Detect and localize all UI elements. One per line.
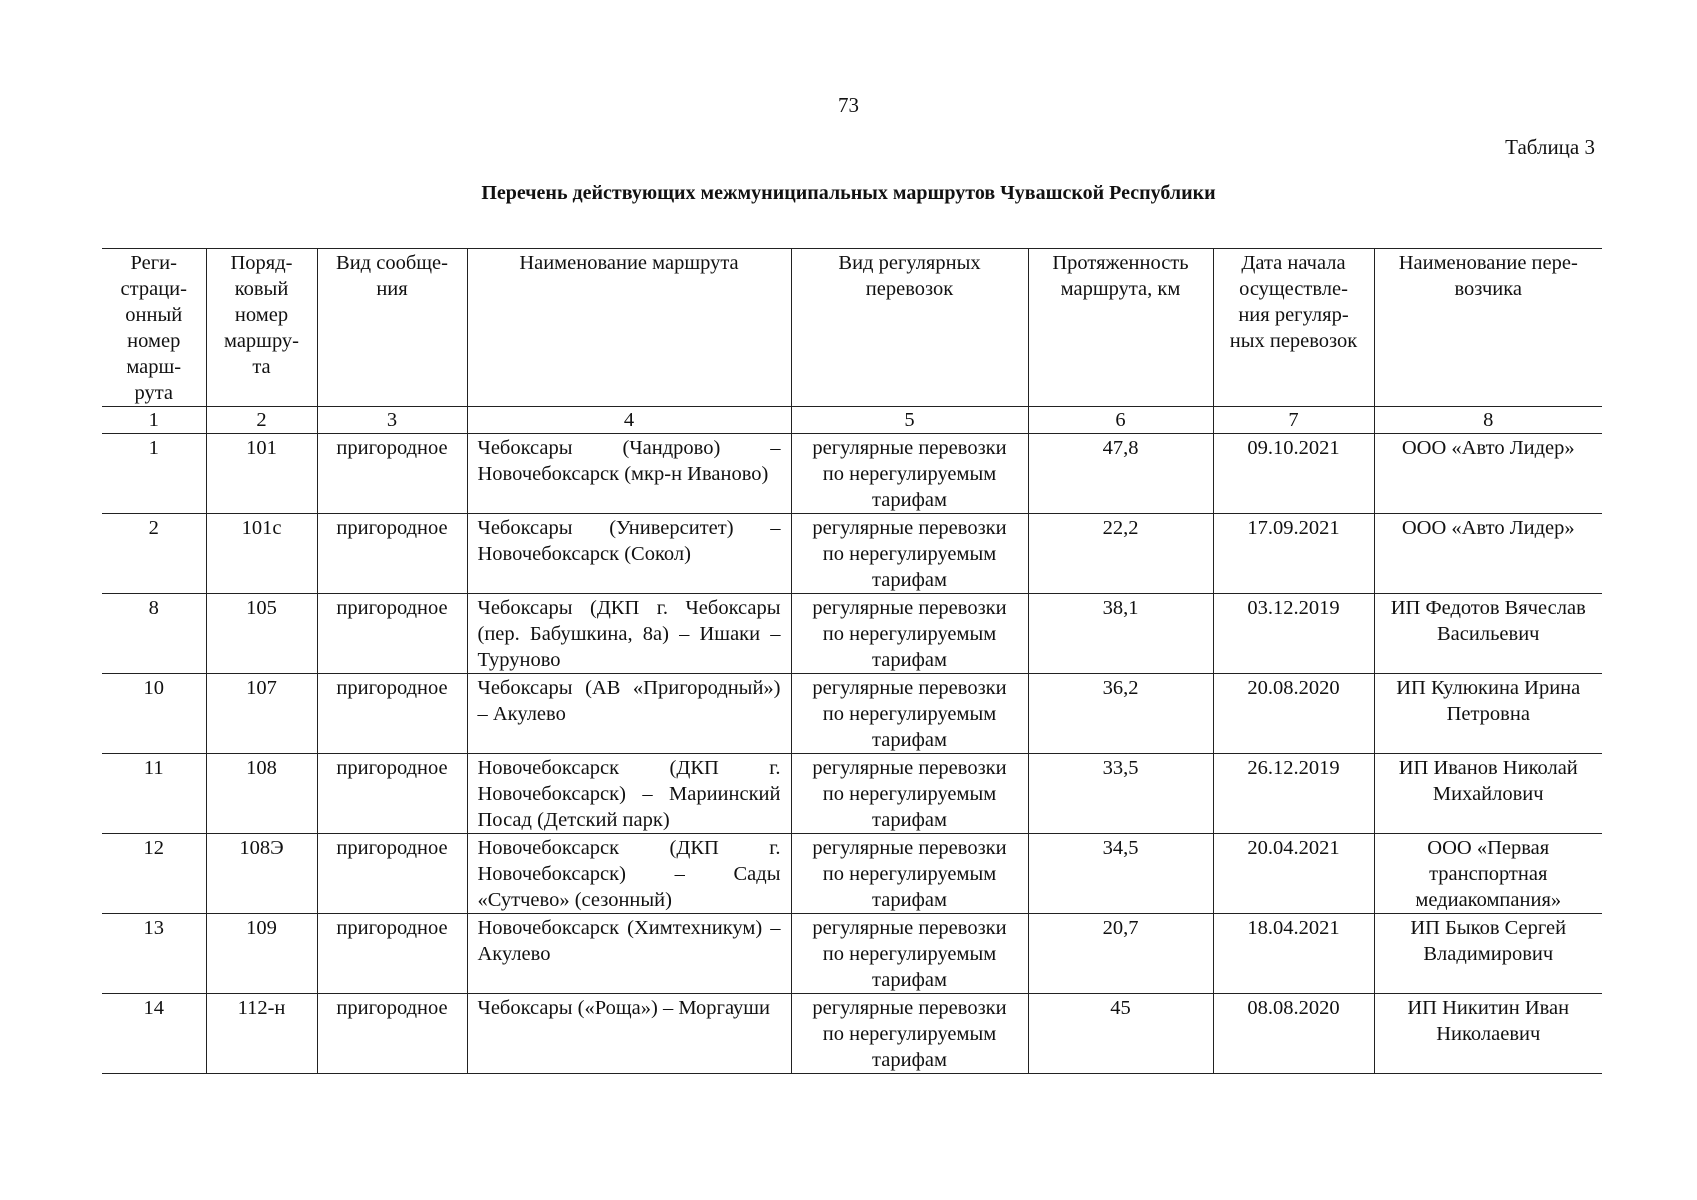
start-date-cell: 09.10.2021 bbox=[1213, 434, 1374, 514]
header-row bbox=[102, 249, 1602, 407]
column-header: Дата начала осуществле-ния регуляр-ных перевозок bbox=[1213, 249, 1374, 407]
route-length-cell: 34,5 bbox=[1028, 834, 1213, 914]
transport-type-cell: регулярные перевозки по нерегулируемым тарифам bbox=[791, 914, 1028, 994]
service-type-cell: пригородное bbox=[317, 834, 467, 914]
route-number-cell: 101с bbox=[206, 514, 317, 594]
service-type-cell: пригородное bbox=[317, 594, 467, 674]
column-number: 3 bbox=[317, 407, 467, 434]
route-length-cell: 36,2 bbox=[1028, 674, 1213, 754]
registration-number-cell: 1 bbox=[102, 434, 206, 514]
column-header: Поряд-ковый номер маршру-та bbox=[206, 249, 317, 407]
column-number: 1 bbox=[102, 407, 206, 434]
column-header: Наименование пере-возчика bbox=[1374, 249, 1602, 407]
start-date-cell: 20.04.2021 bbox=[1213, 834, 1374, 914]
start-date-cell: 18.04.2021 bbox=[1213, 914, 1374, 994]
document-title: Перечень действующих межмуниципальных маршрутов Чувашской Республики bbox=[481, 182, 1216, 204]
column-header: Вид регулярных перевозок bbox=[791, 249, 1028, 407]
column-number: 2 bbox=[206, 407, 317, 434]
registration-number-cell: 2 bbox=[102, 514, 206, 594]
carrier-name-cell: ИП Никитин Иван Николаевич bbox=[1374, 994, 1602, 1074]
table-label: Таблица 3 bbox=[1505, 135, 1595, 159]
column-number: 5 bbox=[791, 407, 1028, 434]
route-name-cell: Чебоксары (Университет) – Новочебоксарск (Сокол) bbox=[467, 514, 791, 594]
table-row bbox=[102, 994, 1602, 1074]
column-header: Вид сообще-ния bbox=[317, 249, 467, 407]
start-date-cell: 03.12.2019 bbox=[1213, 594, 1374, 674]
carrier-name-cell: ИП Кулюкина Ирина Петровна bbox=[1374, 674, 1602, 754]
route-number-cell: 105 bbox=[206, 594, 317, 674]
transport-type-cell: регулярные перевозки по нерегулируемым тарифам bbox=[791, 674, 1028, 754]
column-header: Протяженность маршрута, км bbox=[1028, 249, 1213, 407]
carrier-name-cell: ООО «Авто Лидер» bbox=[1374, 434, 1602, 514]
carrier-name-cell: ООО «Первая транспортная медиакомпания» bbox=[1374, 834, 1602, 914]
routes-table-body bbox=[102, 434, 1602, 1074]
column-header: Наименование маршрута bbox=[467, 249, 791, 407]
table-row bbox=[102, 594, 1602, 674]
route-number-cell: 107 bbox=[206, 674, 317, 754]
route-name-cell: Чебоксары (Чандрово) – Новочебоксарск (мкр-н Иваново) bbox=[467, 434, 791, 514]
service-type-cell: пригородное bbox=[317, 674, 467, 754]
route-length-cell: 33,5 bbox=[1028, 754, 1213, 834]
start-date-cell: 26.12.2019 bbox=[1213, 754, 1374, 834]
registration-number-cell: 13 bbox=[102, 914, 206, 994]
carrier-name-cell: ИП Иванов Николай Михайлович bbox=[1374, 754, 1602, 834]
route-length-cell: 45 bbox=[1028, 994, 1213, 1074]
route-name-cell: Новочебоксарск (ДКП г. Новочебоксарск) – Мариинский Посад (Детский парк) bbox=[467, 754, 791, 834]
column-number-row bbox=[102, 407, 1602, 434]
route-length-cell: 20,7 bbox=[1028, 914, 1213, 994]
route-name-cell: Чебоксары (АВ «Пригородный») – Акулево bbox=[467, 674, 791, 754]
registration-number-cell: 12 bbox=[102, 834, 206, 914]
column-number: 4 bbox=[467, 407, 791, 434]
route-length-cell: 47,8 bbox=[1028, 434, 1213, 514]
start-date-cell: 17.09.2021 bbox=[1213, 514, 1374, 594]
page-number: 73 bbox=[838, 93, 859, 117]
service-type-cell: пригородное bbox=[317, 914, 467, 994]
table-row bbox=[102, 754, 1602, 834]
transport-type-cell: регулярные перевозки по нерегулируемым тарифам bbox=[791, 434, 1028, 514]
column-header: Реги-страци-онный номер марш-рута bbox=[102, 249, 206, 407]
service-type-cell: пригородное bbox=[317, 434, 467, 514]
route-name-cell: Чебоксары (ДКП г. Чебоксары (пер. Бабушкина, 8а) – Ишаки – Туруново bbox=[467, 594, 791, 674]
carrier-name-cell: ООО «Авто Лидер» bbox=[1374, 514, 1602, 594]
route-name-cell: Новочебоксарск (ДКП г. Новочебоксарск) – Сады «Сутчево» (сезонный) bbox=[467, 834, 791, 914]
route-length-cell: 38,1 bbox=[1028, 594, 1213, 674]
table-row bbox=[102, 834, 1602, 914]
column-number: 8 bbox=[1374, 407, 1602, 434]
transport-type-cell: регулярные перевозки по нерегулируемым тарифам bbox=[791, 834, 1028, 914]
carrier-name-cell: ИП Федотов Вячеслав Васильевич bbox=[1374, 594, 1602, 674]
registration-number-cell: 11 bbox=[102, 754, 206, 834]
table-row bbox=[102, 434, 1602, 514]
route-number-cell: 109 bbox=[206, 914, 317, 994]
transport-type-cell: регулярные перевозки по нерегулируемым тарифам bbox=[791, 594, 1028, 674]
route-number-cell: 108Э bbox=[206, 834, 317, 914]
routes-table bbox=[102, 248, 1602, 1074]
carrier-name-cell: ИП Быков Сергей Владимирович bbox=[1374, 914, 1602, 994]
route-name-cell: Новочебоксарск (Химтехникум) – Акулево bbox=[467, 914, 791, 994]
table-row bbox=[102, 514, 1602, 594]
column-number: 6 bbox=[1028, 407, 1213, 434]
start-date-cell: 20.08.2020 bbox=[1213, 674, 1374, 754]
service-type-cell: пригородное bbox=[317, 514, 467, 594]
start-date-cell: 08.08.2020 bbox=[1213, 994, 1374, 1074]
registration-number-cell: 10 bbox=[102, 674, 206, 754]
registration-number-cell: 14 bbox=[102, 994, 206, 1074]
route-number-cell: 112-н bbox=[206, 994, 317, 1074]
route-name-cell: Чебоксары («Роща») – Моргауши bbox=[467, 994, 791, 1074]
registration-number-cell: 8 bbox=[102, 594, 206, 674]
transport-type-cell: регулярные перевозки по нерегулируемым тарифам bbox=[791, 514, 1028, 594]
route-number-cell: 101 bbox=[206, 434, 317, 514]
table-row bbox=[102, 914, 1602, 994]
transport-type-cell: регулярные перевозки по нерегулируемым тарифам bbox=[791, 754, 1028, 834]
service-type-cell: пригородное bbox=[317, 754, 467, 834]
transport-type-cell: регулярные перевозки по нерегулируемым тарифам bbox=[791, 994, 1028, 1074]
route-number-cell: 108 bbox=[206, 754, 317, 834]
route-length-cell: 22,2 bbox=[1028, 514, 1213, 594]
column-number: 7 bbox=[1213, 407, 1374, 434]
table-row bbox=[102, 674, 1602, 754]
service-type-cell: пригородное bbox=[317, 994, 467, 1074]
